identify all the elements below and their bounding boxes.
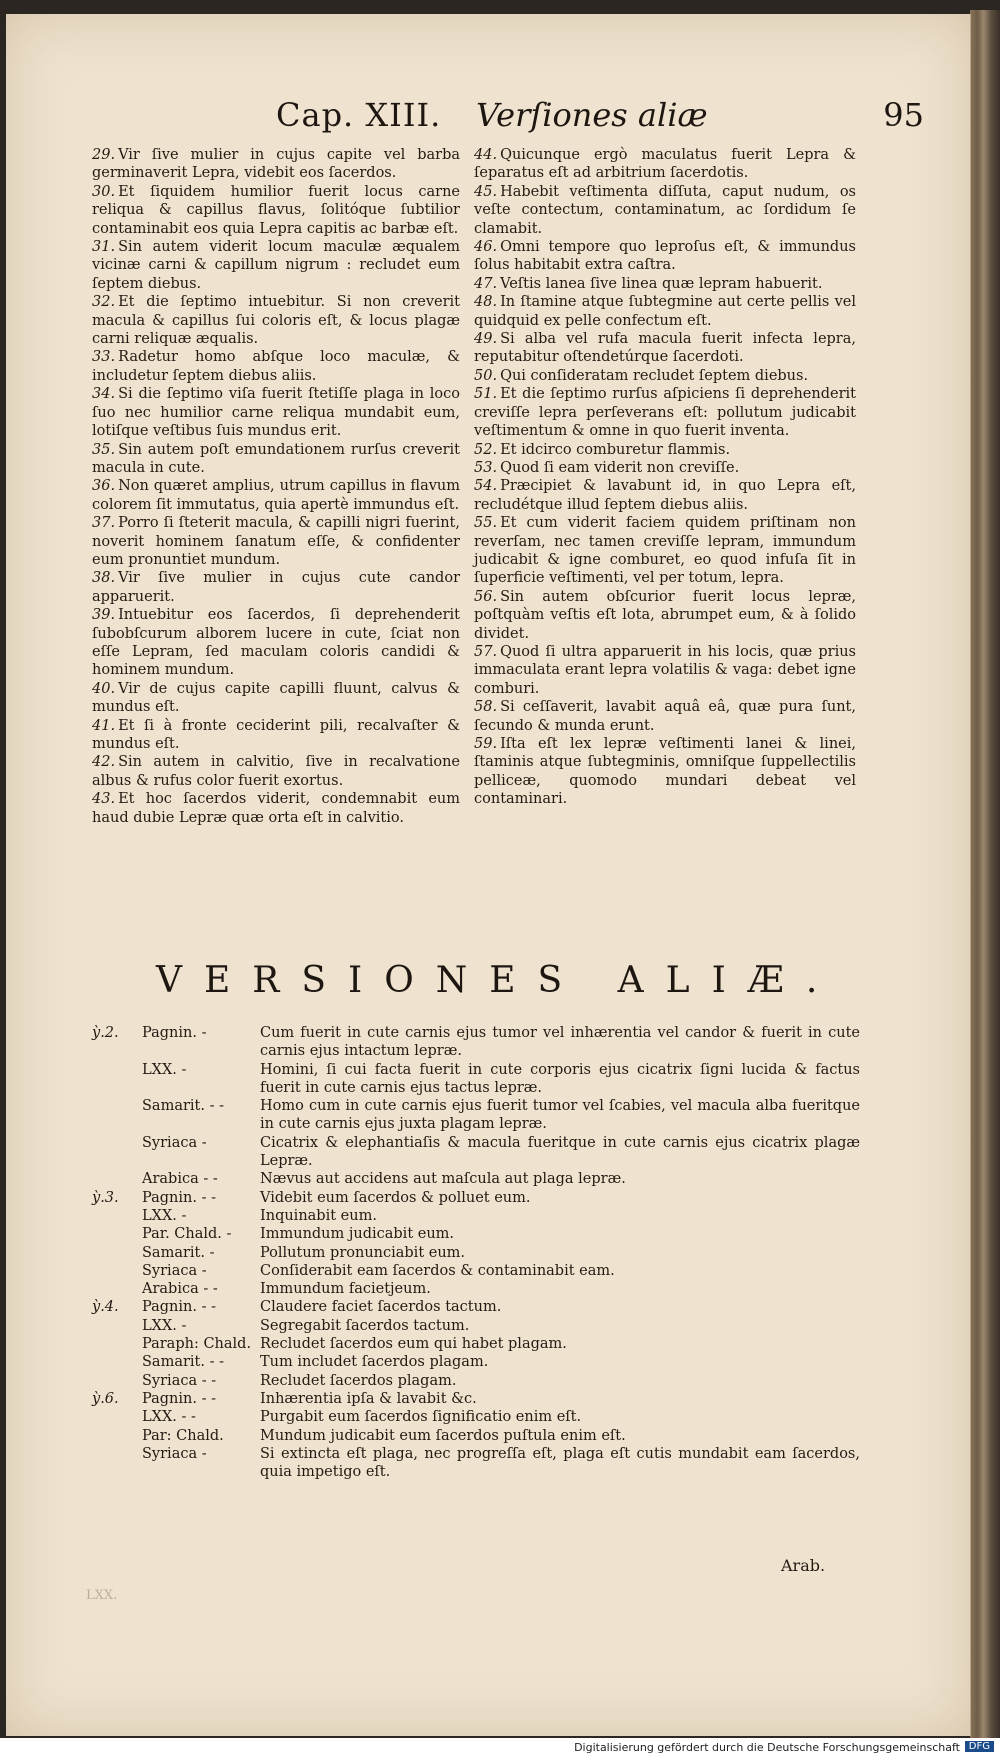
verse-number: 31. [92,239,116,256]
verse-text: Quod ſi eam viderit non creviſſe. [500,459,740,476]
verse [92,717,460,754]
version-source: Samarit. - - [142,1354,224,1371]
verse-ref: ỳ.4. [92,1299,119,1316]
verse-text: Quod ſi ultra apparuerit in his locis, quæ prius immaculata erant lepra volatilis & vaga: debet igne comburi. [474,643,856,697]
book-page [6,14,971,1736]
verse [474,367,856,385]
version-text: Immundum facietjeum. [260,1281,431,1298]
verse-text: Sin autem obſcurior fuerit locus lepræ, poſtquàm veſtis eſt lota, abrumpet eum, & à ſolido dividet. [474,588,856,642]
verse-text: Intuebitur eos ſacerdos, ſi deprehenderit ſubobſcurum alborem lucere in cute, ſciat non eſſe Lepram, ſed maculam coloris candidi & hominem mundum. [92,607,460,679]
version-text: Claudere faciet ſacerdos tactum. [260,1299,502,1316]
verse-number: 47. [474,275,498,292]
version-source: LXX. - [142,1317,187,1334]
verse-ref [92,1372,142,1390]
version-source: Syriaca - - [142,1372,217,1389]
verse-ref [92,1244,142,1262]
version-source: Paraph: Chald. [142,1336,252,1353]
verse [474,514,856,588]
verse [474,588,856,643]
version-source: Syriaca - [142,1262,207,1279]
verse [92,183,460,238]
verse-number: 53. [474,459,498,476]
version-text: Inhærentia ipſa & lavabit &c. [260,1390,477,1407]
verse-text: Vir ſive mulier in cujus capite vel barba germinaverit Lepra, videbit eos ſacerdos. [92,147,460,182]
verse [92,146,460,183]
faint-stamp: LXX. [86,1588,118,1603]
running-header [6,96,970,146]
version-row [92,1353,872,1371]
verse-text: Et hoc ſacerdos viderit, condemnabit eum haud dubie Lepræ quæ orta eſt in calvitio. [92,791,460,826]
verse-ref [92,1170,142,1188]
verse-number: 44. [474,147,498,163]
verse-number: 30. [92,183,116,200]
version-text: Inquinabit eum. [260,1207,377,1224]
version-source: LXX. - [142,1061,187,1078]
verse [474,698,856,735]
verse-number: 40. [92,680,116,697]
verse-number: 37. [92,515,116,532]
version-row [92,1225,872,1243]
version-text: Mundum judicabit eum ſacerdos puſtula enim eſt. [260,1427,626,1444]
verse-number: 34. [92,386,116,403]
version-row [92,1207,872,1225]
verse-number: 51. [474,386,498,403]
verse-number: 52. [474,441,498,458]
version-row [92,1427,872,1445]
verse-number: 43. [92,791,116,808]
verse-ref [92,1134,142,1171]
verse-ref [92,1408,142,1426]
version-row [92,1280,872,1298]
version-row [92,1024,872,1061]
verse-text: Non quæret amplius, utrum capillus in flavum colorem ſit immutatus, quia apertè immundus eſt. [92,478,460,513]
verse [474,238,856,275]
verse-ref [92,1427,142,1445]
version-text: Pollutum pronunciabit eum. [260,1244,466,1261]
verse [92,569,460,606]
verse-number: 59. [474,736,498,752]
page-number: 95 [883,96,924,134]
verse-text: Et cum viderit faciem quidem priſtinam non reverſam, nec tamen creviſſe lepram, immundum judicabit & igne comburet, eo quod infuſa ſit in ſuperficie veſtimenti, vel per totum, lepra. [474,515,856,587]
verse [474,330,856,367]
version-row [92,1390,872,1408]
version-text: Homini, ſi cui facta fuerit in cute corporis ejus cicatrix ſigni lucida & factus fuerit in cute carnis ejus tactus lepræ. [260,1061,860,1096]
verse-number: 39. [92,607,116,624]
version-row [92,1097,872,1134]
verse-text: Sin autem poſt emundationem rurſus creverit macula in cute. [92,441,460,476]
version-source: Syriaca - [142,1445,207,1462]
version-row [92,1244,872,1262]
version-source: Par. Chald. - [142,1226,232,1243]
version-row [92,1061,872,1098]
verse-text: Radetur homo abſque loco maculæ, & includetur ſeptem diebus aliis. [92,349,460,384]
version-source: Par: Chald. [142,1427,224,1444]
verse-ref [92,1225,142,1243]
verse-ref: ỳ.2. [92,1025,119,1041]
verse-number: 54. [474,478,498,495]
verse [474,477,856,514]
chapter-heading: Cap. XIII. [276,96,442,134]
version-text: Cicatrix & elephantiaſis & macula fueritque in cute carnis ejus cicatrix plagæ Lepræ. [260,1134,860,1170]
verse-text: In ſtamine atque ſubtegmine aut certe pellis vel quidquid ex pelle confectum eſt. [474,294,856,329]
verse-text: Veſtis lanea ſive linea quæ lepram habuerit. [500,275,823,292]
verse-number: 50. [474,367,498,384]
verse-number: 45. [474,183,498,200]
version-row [92,1445,872,1482]
verse-text: Habebit veſtimenta diſſuta, caput nudum, os veſte contectum, contaminatum, ac ſordidum ſe clamabit. [474,183,856,237]
verse [474,183,856,238]
version-source: LXX. - - [142,1409,196,1426]
left-text-column [92,146,460,827]
verse-number: 38. [92,570,116,587]
version-row [92,1317,872,1335]
verse-ref [92,1317,142,1335]
version-text: Conſiderabit eam ſacerdos & contaminabit eam. [260,1262,615,1279]
verse-text: Vir de cujus capite capilli fluunt, calvus & mundus eſt. [92,680,460,716]
version-text: Tum includet ſacerdos plagam. [260,1354,489,1371]
version-source: Samarit. - [142,1244,215,1261]
version-source: Pagnin. - - [142,1299,216,1316]
verse [474,441,856,459]
verse [474,643,856,698]
verse-ref [92,1445,142,1482]
dfg-logo-icon: DFG [965,1741,994,1752]
version-row [92,1262,872,1280]
verse-text: Porro ſi ſteterit macula, & capilli nigri fuerint, noverit hominem ſanatum eſſe, & confidenter eum pronuntiet mundum. [92,515,460,568]
versiones-heading: VERSIONES ALIÆ. [156,960,840,1001]
verse-text: Sin autem viderit locum maculæ æqualem vicinæ carni & capillum nigrum : recludet eum ſeptem diebus. [92,239,460,292]
version-source: Arabica - - [142,1171,218,1188]
verse-text: Si die ſeptimo viſa fuerit ſtetiſſe plaga in loco ſuo nec humilior carne reliqua mundabit eum, lotiſque veſtibus ſuis mundus erit. [92,386,460,440]
verse-number: 46. [474,239,498,256]
verse-text: Si ceſſaverit, lavabit aquâ eâ, quæ pura ſunt, ſecundo & munda erunt. [474,699,856,734]
version-row [92,1372,872,1390]
version-source: Samarit. - - [142,1098,224,1115]
right-text-column [474,146,856,809]
verse-text: Omni tempore quo leproſus eſt, & immundus ſolus habitabit extra caſtra. [474,239,856,274]
version-source: Pagnin. - [142,1025,207,1041]
verse-number: 33. [92,349,116,366]
verse [92,477,460,514]
version-source: LXX. - [142,1207,187,1224]
verse-text: Præcipiet & lavabunt id, in quo Lepra eſt, recludétque illud ſeptem diebus aliis. [474,478,856,513]
version-text: Nævus aut accidens aut maſcula aut plaga lepræ. [260,1171,626,1188]
verse-text: Et die ſeptimo rurſus aſpiciens ſi deprehenderit creviſſe lepra perſeverans eſt: pollutum judicabit veſtimentum & omne in quo fuerit inventa. [474,386,856,440]
verse [474,459,856,477]
verse-text: Si alba vel rufa macula fuerit infecta lepra, reputabitur oſtendetúrque ſacerdoti. [474,331,856,366]
verse-ref [92,1353,142,1371]
verse-text: Iſta eſt lex lepræ veſtimenti lanei & linei, ſtaminis atque ſubtegminis, omniſque ſuppellectilis pelliceæ, quomodo mundari debeat vel contaminari. [474,736,856,808]
verse-number: 41. [92,717,116,734]
verse-number: 32. [92,294,116,311]
book-page-edges [970,10,1000,1738]
verse [92,606,460,680]
verse [92,293,460,348]
verse-ref: ỳ.3. [92,1189,119,1206]
version-row [92,1170,872,1188]
verse-text: Sin autem in calvitio, ſive in recalvatione albus & rufus color fuerit exortus. [92,754,460,789]
verse [474,293,856,330]
verse-text: Et ſi à fronte ceciderint pili, recalvaſter & mundus eſt. [92,717,460,752]
verse [92,348,460,385]
verse [92,238,460,293]
verse-text: Et idcirco comburetur flammis. [500,441,731,458]
version-source: Syriaca - [142,1134,207,1151]
verse-ref [92,1335,142,1353]
version-text: Immundum judicabit eum. [260,1226,455,1243]
verse-ref [92,1061,142,1098]
verse [92,385,460,440]
version-row [92,1298,872,1316]
version-source: Pagnin. - - [142,1189,216,1206]
verse-number: 49. [474,331,498,348]
verse [474,275,856,293]
verse [92,680,460,717]
verse-text: Vir ſive mulier in cujus cute candor apparuerit. [92,570,460,605]
version-text: Segregabit ſacerdos tactum. [260,1317,470,1334]
version-row [92,1335,872,1353]
verse-ref [92,1280,142,1298]
version-text: Si extincta eſt plaga, nec progreſſa eſt, plaga eſt cutis mundabit eam ſacerdos, quia impetigo eſt. [260,1445,860,1481]
verse [92,753,460,790]
verse-number: 55. [474,515,498,532]
digitization-footer [0,1738,1000,1760]
verse-number: 57. [474,643,498,660]
verse [92,790,460,827]
verse-text: Quicunque ergò maculatus fuerit Lepra & ſeparatus eſt ad arbitrium ſacerdotis. [474,147,856,182]
verse-ref: ỳ.6. [92,1390,119,1407]
verse-ref [92,1207,142,1225]
version-row [92,1134,872,1171]
funding-credit: Digitalisierung gefördert durch die Deutsche Forschungsgemeinschaft [574,1741,960,1754]
verse-number: 36. [92,478,116,495]
verse-number: 42. [92,754,116,771]
version-text: Videbit eum ſacerdos & polluet eum. [260,1189,531,1206]
verse-ref [92,1262,142,1280]
versiones-list [92,1024,872,1481]
verse-number: 48. [474,294,498,311]
catchword: Arab. [781,1556,826,1575]
version-text: Homo cum in cute carnis ejus fuerit tumor vel ſcabies, vel macula alba fueritque in cute carnis ejus juxta plagam lepræ. [260,1098,860,1133]
version-text: Purgabit eum ſacerdos ſignificatio enim eſt. [260,1409,582,1426]
verse [92,514,460,569]
version-source: Pagnin. - - [142,1390,216,1407]
verse [92,441,460,478]
verse-number: 58. [474,699,498,716]
verse-number: 29. [92,147,116,163]
version-text: Cum fuerit in cute carnis ejus tumor vel inhærentia vel candor & fuerit in cute carnis ejus intactum lepræ. [260,1025,860,1060]
verse-number: 35. [92,441,116,458]
verse-text: Et ſiquidem humilior fuerit locus carne reliqua & capillus flavus, ſolitóque ſubtilior contaminabit eos quia Lepra capitis ac barbæ eſt. [92,183,460,237]
verse [474,735,856,809]
version-text: Recludet ſacerdos eum qui habet plagam. [260,1336,567,1353]
verse-number: 56. [474,588,498,605]
verse-text: Qui conſideratam recludet ſeptem diebus. [500,367,809,384]
version-row [92,1189,872,1207]
version-source: Arabica - - [142,1281,218,1298]
verse [474,385,856,440]
verse-text: Et die ſeptimo intuebitur. Si non creverit macula & capillus ſui coloris eſt, & locus plagæ carni reliquæ æqualis. [92,294,460,348]
version-text: Recludet ſacerdos plagam. [260,1372,457,1389]
version-row [92,1408,872,1426]
verse [474,146,856,183]
verse-ref [92,1097,142,1134]
section-title: Verſiones aliæ [476,96,708,134]
